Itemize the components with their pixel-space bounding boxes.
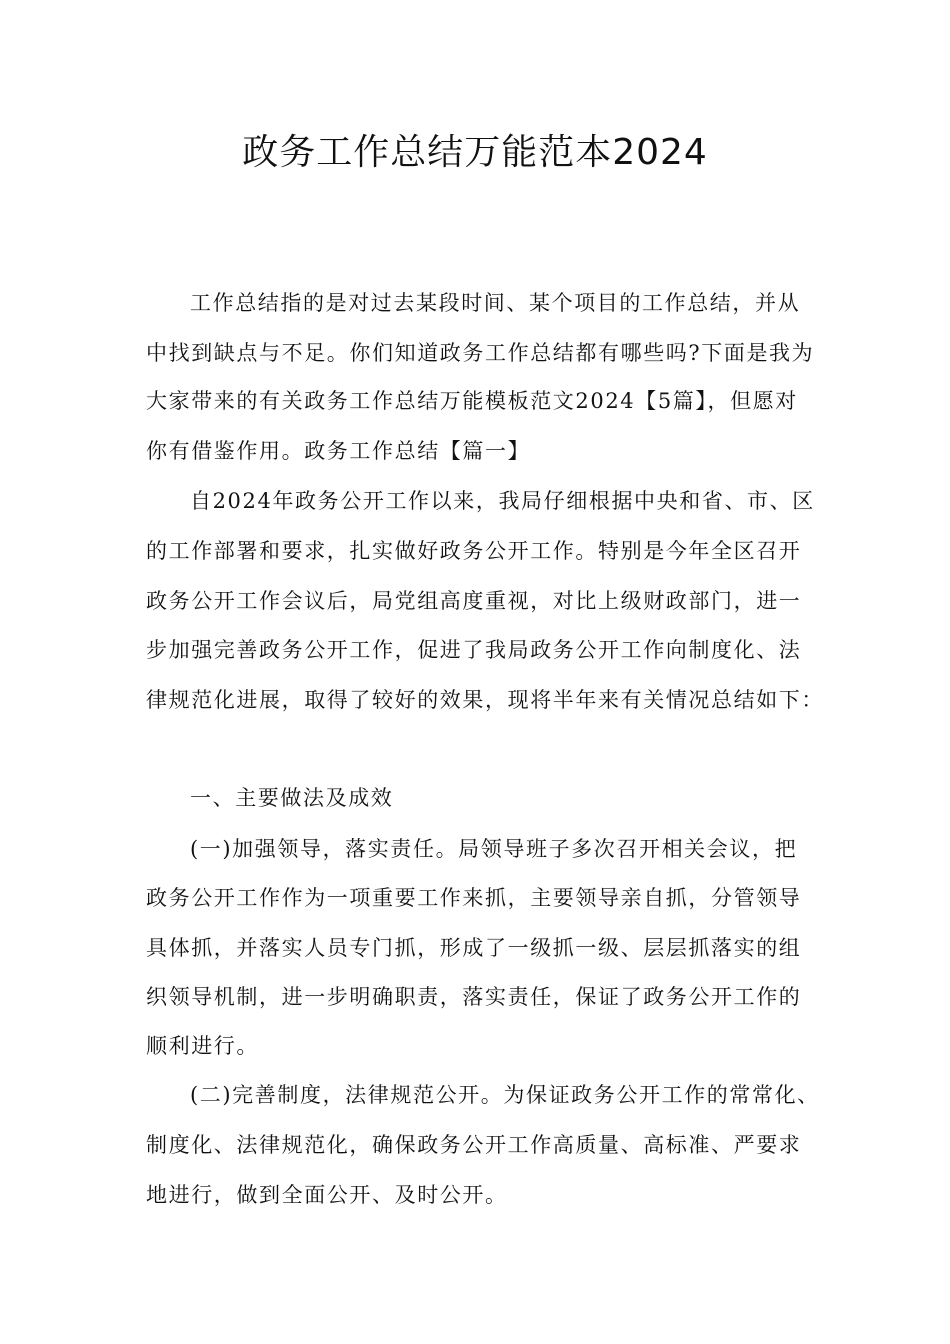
paragraph-3-line-1: (一)加强领导，落实责任。局领导班子多次召开相关会议，把: [190, 837, 798, 861]
document-title: 政务工作总结万能范本2024: [242, 132, 708, 173]
paragraph-2-line-4: 步加强完善政务公开工作，促进了我局政务公开工作向制度化、法: [146, 638, 802, 662]
paragraph-3-line-4: 织领导机制，进一步明确职责，落实责任，保证了政务公开工作的: [146, 985, 802, 1009]
paragraph-1-line-1: 工作总结指的是对过去某段时间、某个项目的工作总结，并从: [190, 291, 801, 315]
paragraph-1-line-4: 你有借鉴作用。政务工作总结【篇一】: [146, 439, 531, 463]
paragraph-3-line-5: 顺利进行。: [146, 1034, 259, 1058]
paragraph-4-line-3: 地进行，做到全面公开、及时公开。: [146, 1183, 508, 1207]
paragraph-1-line-3: 大家带来的有关政务工作总结万能模板范文2024【5篇】，但愿对: [146, 389, 798, 413]
paragraph-2-line-5: 律规范化进展，取得了较好的效果，现将半年来有关情况总结如下：: [146, 688, 824, 712]
paragraph-2-line-2: 的工作部署和要求，扎实做好政务公开工作。特别是今年全区召开: [146, 539, 802, 563]
paragraph-3-line-2: 政务公开工作作为一项重要工作来抓，主要领导亲自抓，分管领导: [146, 886, 802, 910]
paragraph-2-line-3: 政务公开工作会议后，局党组高度重视，对比上级财政部门，进一: [146, 589, 802, 613]
paragraph-2-line-1: 自2024年政务公开工作以来，我局仔细根据中央和省、市、区: [190, 489, 815, 513]
section-heading: 一、主要做法及成效: [190, 786, 394, 810]
paragraph-1-line-2: 中找到缺点与不足。你们知道政务工作总结都有哪些吗?下面是我为: [146, 341, 815, 365]
paragraph-3-line-3: 具体抓，并落实人员专门抓，形成了一级抓一级、层层抓落实的组: [146, 936, 802, 960]
paragraph-4-line-2: 制度化、法律规范化，确保政务公开工作高质量、高标准、严要求: [146, 1133, 802, 1157]
paragraph-4-line-1: (二)完善制度，法律规范公开。为保证政务公开工作的常常化、: [190, 1083, 820, 1107]
